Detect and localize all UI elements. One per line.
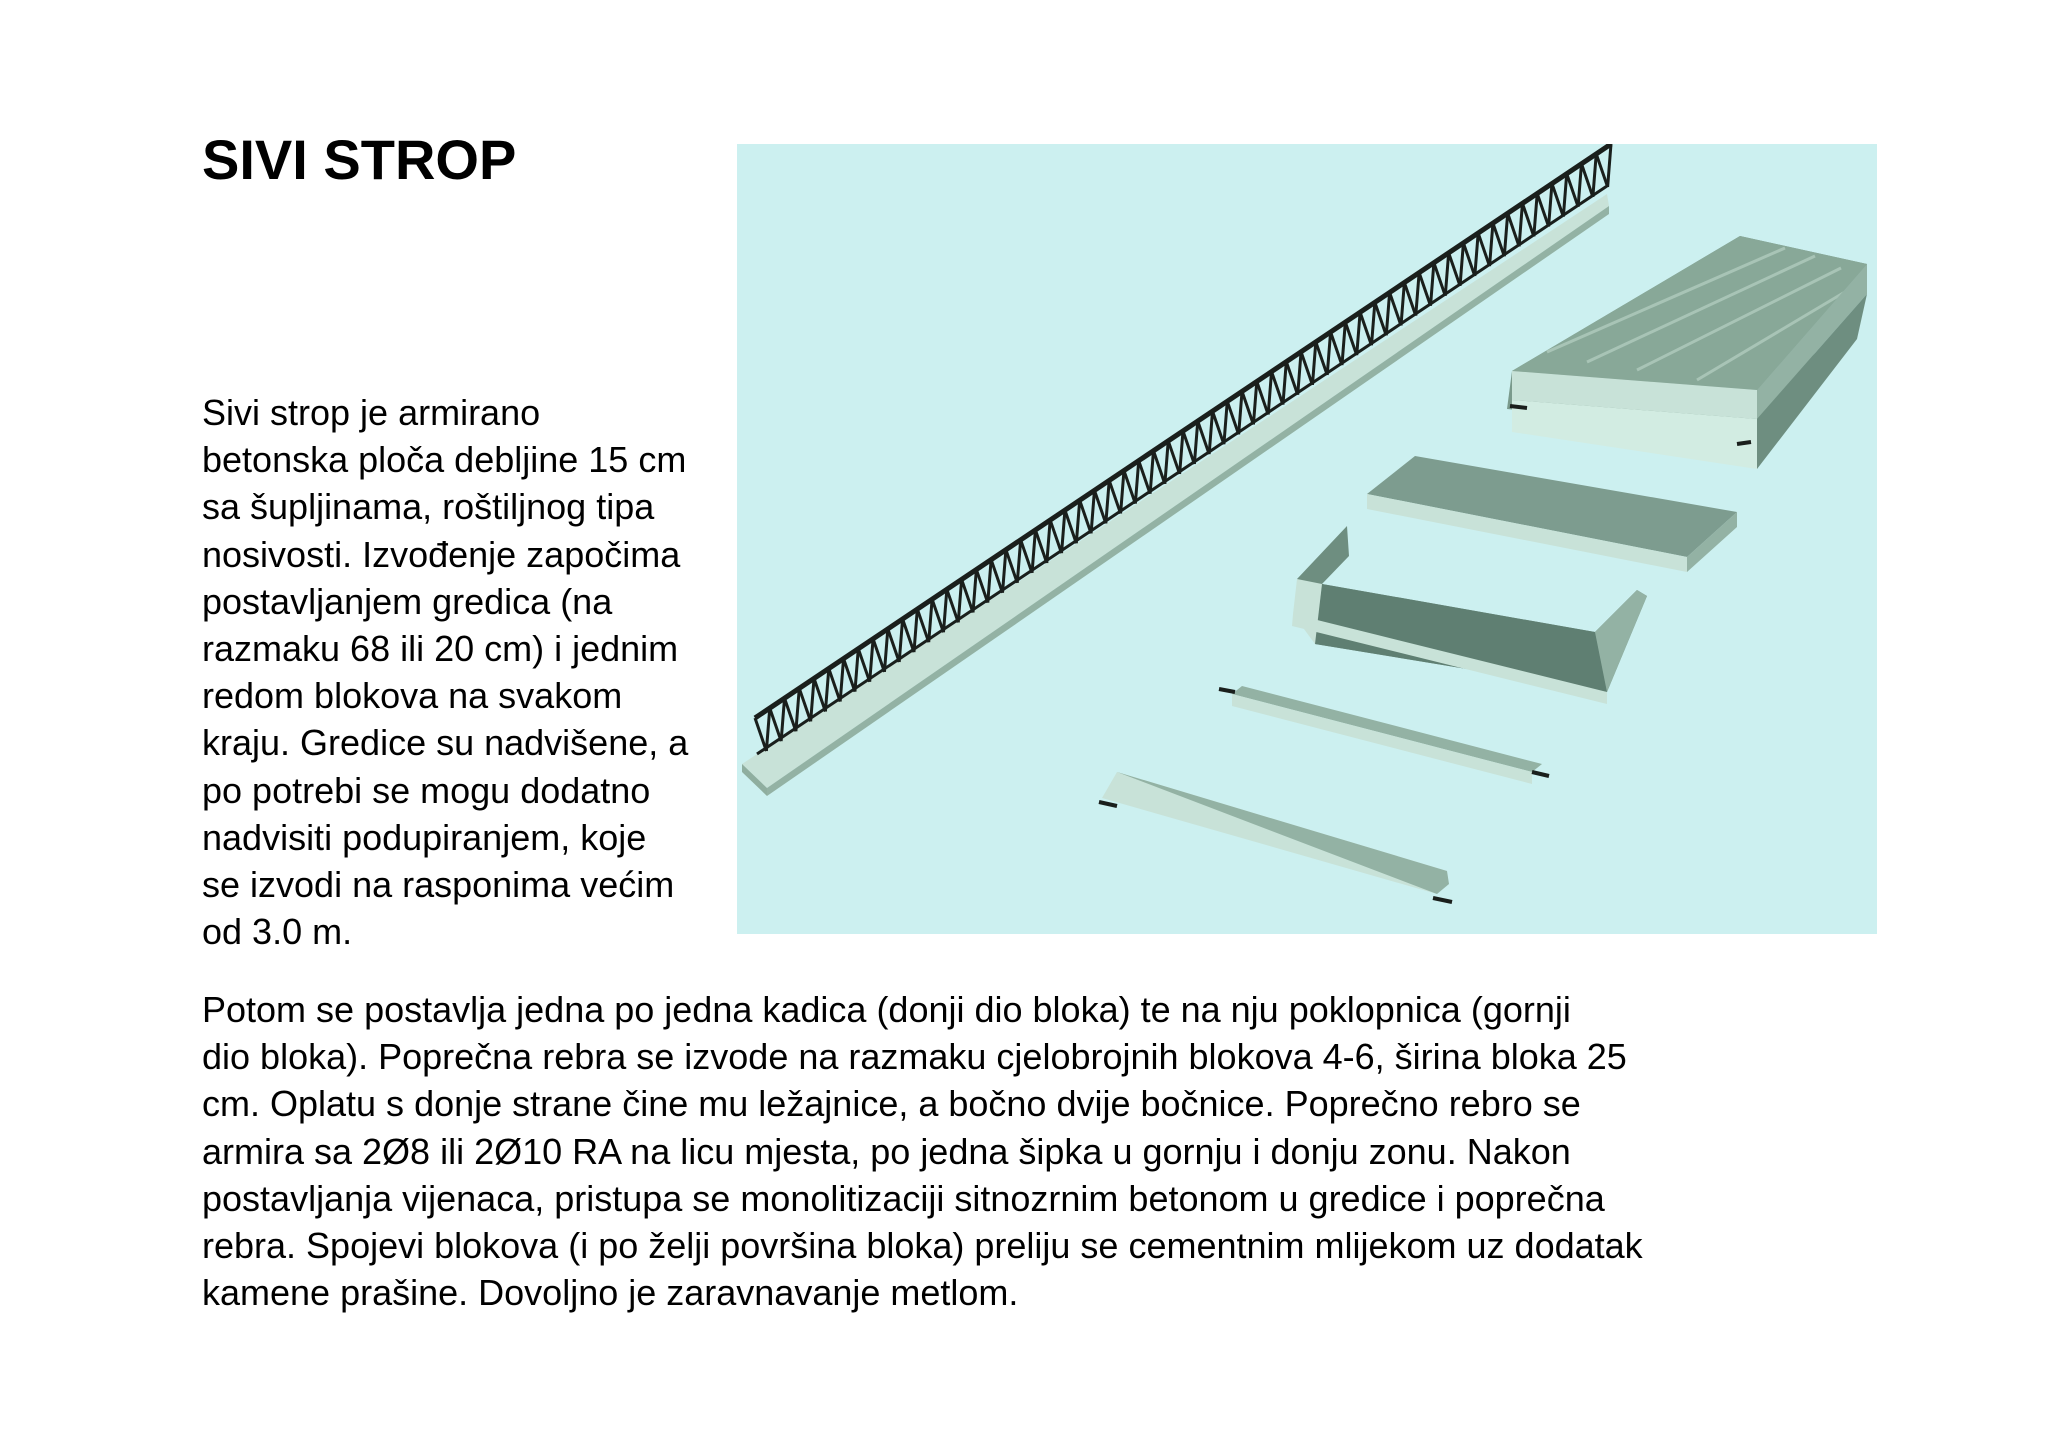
truss-diagonal xyxy=(1183,431,1194,464)
truss-diagonal xyxy=(1209,411,1212,454)
truss-diagonal xyxy=(1419,273,1430,306)
truss-diagonal xyxy=(1227,401,1238,434)
truss-diagonal xyxy=(1493,223,1504,256)
truss-diagonal xyxy=(1153,451,1164,484)
truss-diagonal xyxy=(932,599,943,632)
truss-diagonal xyxy=(1062,510,1065,553)
truss-diagonal xyxy=(1386,292,1389,335)
truss-diagonal xyxy=(1047,520,1050,563)
truss-diagonal xyxy=(1478,233,1489,266)
truss-diagonal xyxy=(1404,283,1415,316)
truss-diagonal xyxy=(1253,382,1256,425)
truss-diagonal xyxy=(1549,184,1552,227)
truss-diagonal xyxy=(1139,461,1150,494)
truss-diagonal xyxy=(1519,203,1522,246)
truss-diagonal xyxy=(770,708,781,741)
truss-diagonal xyxy=(1213,411,1224,444)
truss-diagonal xyxy=(1331,332,1342,365)
truss-diagonal xyxy=(1431,263,1434,306)
truss-diagonal xyxy=(1460,243,1463,286)
truss-diagonal xyxy=(1106,480,1109,523)
truss-diagonal xyxy=(1080,500,1091,533)
truss-diagonal xyxy=(1312,342,1315,385)
truss-diagonal xyxy=(1608,144,1611,187)
truss-diagonal xyxy=(785,698,796,731)
truss-diagonal xyxy=(1180,431,1183,474)
truss-diagonal xyxy=(1504,213,1507,256)
truss-diagonal xyxy=(1390,292,1401,325)
intro-paragraph: Sivi strop je armirano betonska ploča debljine 15 cm sa šupljinama, roštiljnog tipa nosivosti. Izvođenje započima postavljanjem gredica (na razmaku 68 ili 20 cm) i jednim redom blokova na svakom kraju. Gredice su nadvišene, a po potrebi se mogu dodatno nadvisiti podupiranjem, koje se izvodi na rasponima većim od 3.0 m. xyxy=(202,392,689,953)
truss-diagonal xyxy=(1065,510,1076,543)
truss-diagonal xyxy=(1537,193,1548,226)
truss-diagonal xyxy=(917,609,928,642)
truss-diagonal xyxy=(1035,530,1046,563)
truss-diagonal xyxy=(1194,421,1197,464)
truss-diagonal xyxy=(962,579,973,612)
truss-diagonal xyxy=(1268,372,1271,415)
truss-diagonal xyxy=(1345,322,1356,355)
truss-diagonal xyxy=(1257,382,1268,415)
side-form-piece xyxy=(1099,772,1452,902)
truss-diagonal xyxy=(1032,530,1035,573)
cover-slab xyxy=(1367,456,1737,572)
truss-diagonal xyxy=(1475,233,1478,276)
truss-diagonal xyxy=(991,560,1002,593)
truss-diagonal xyxy=(1522,203,1533,236)
truss-diagonal xyxy=(1567,174,1578,207)
truss-diagonal xyxy=(1298,352,1301,395)
truss-diagonal xyxy=(1021,540,1032,573)
truss-diagonal xyxy=(1091,490,1094,533)
truss-diagonal xyxy=(903,619,914,652)
truss-diagonal xyxy=(1283,362,1286,405)
truss-diagonal xyxy=(1076,500,1079,543)
truss-diagonal xyxy=(1593,154,1596,197)
truss-diagonal xyxy=(1094,490,1105,523)
truss-diagonal xyxy=(1445,253,1448,296)
truss-diagonal xyxy=(1316,342,1327,375)
truss-diagonal xyxy=(1401,283,1404,326)
truss-diagonal xyxy=(1578,164,1581,207)
truss-diagonal xyxy=(1375,302,1386,335)
truss-diagonal xyxy=(1581,164,1592,197)
truss-diagonal xyxy=(1449,253,1460,286)
truss-diagonal xyxy=(1508,213,1519,246)
page-title: SIVI STROP xyxy=(202,128,517,191)
truss-diagonal xyxy=(1168,441,1179,474)
ceiling-system-illustration xyxy=(737,144,1877,934)
truss-diagonal xyxy=(1371,302,1374,345)
truss-diagonal xyxy=(1224,401,1227,444)
truss-diagonal xyxy=(947,589,958,622)
truss-diagonal xyxy=(1434,263,1445,296)
truss-diagonal xyxy=(1416,273,1419,316)
truss-diagonal xyxy=(1360,312,1371,345)
truss-diagonal xyxy=(1552,184,1563,217)
truss-diagonal xyxy=(1327,332,1330,375)
truss-diagonal xyxy=(1301,352,1312,385)
truss-diagonal xyxy=(1490,223,1493,266)
truss-diagonal xyxy=(1135,461,1138,504)
truss-diagonal xyxy=(1357,312,1360,355)
bearer-strip xyxy=(1219,686,1549,784)
truss-diagonal xyxy=(814,678,825,711)
truss-diagonal xyxy=(1121,471,1124,514)
truss-diagonal xyxy=(858,649,869,682)
truss-diagonal xyxy=(829,669,840,702)
truss-diagonal xyxy=(1596,154,1607,187)
truss-diagonal xyxy=(888,629,899,662)
truss-diagonal xyxy=(1239,391,1242,434)
assembled-block xyxy=(1507,236,1867,469)
truss-diagonal xyxy=(1198,421,1209,454)
truss-diagonal xyxy=(1242,391,1253,424)
construction-paragraph: Potom se postavlja jedna po jedna kadica (donji dio bloka) te na nju poklopnica (gornji dio bloka). Poprečna rebra se izvode na razmaku cjelobrojnih blokova 4-6, širina bloka 25 cm. Oplatu s donje strane čine mu ležajnice, a bočno dvije bočnice. Poprečno rebro se armira sa 2Ø8 ili 2Ø10 RA na licu mjesta, po jedna šipka u gornju i donju zonu. Nakon postavljanja vijenaca, pristupa se monolitizaciji sitnozrnim betonom u gredice i poprečna rebra. Spojevi blokova (i po želji površina bloka) preliju se cementnim mlijekom uz dodatak kamene prašine. Dovoljno je zaravnavanje metlom. xyxy=(202,989,1643,1314)
truss-diagonal xyxy=(1109,480,1120,513)
truss-diagonal xyxy=(873,639,884,672)
truss-diagonal xyxy=(976,570,987,603)
truss-diagonal xyxy=(755,718,766,751)
truss-diagonal xyxy=(1286,362,1297,395)
truss-diagonal xyxy=(1342,322,1345,365)
truss-diagonal xyxy=(1463,243,1474,276)
truss-diagonal xyxy=(1534,193,1537,236)
truss-diagonal xyxy=(1050,520,1061,553)
truss-diagonal xyxy=(1272,372,1283,405)
truss-diagonal xyxy=(1563,174,1566,217)
truss-diagonal xyxy=(1124,471,1135,504)
truss-diagonal xyxy=(1165,441,1168,484)
truss-diagonal xyxy=(799,688,810,721)
truss-diagonal xyxy=(844,659,855,692)
truss-diagonal xyxy=(1006,550,1017,583)
truss-diagonal xyxy=(1150,451,1153,494)
